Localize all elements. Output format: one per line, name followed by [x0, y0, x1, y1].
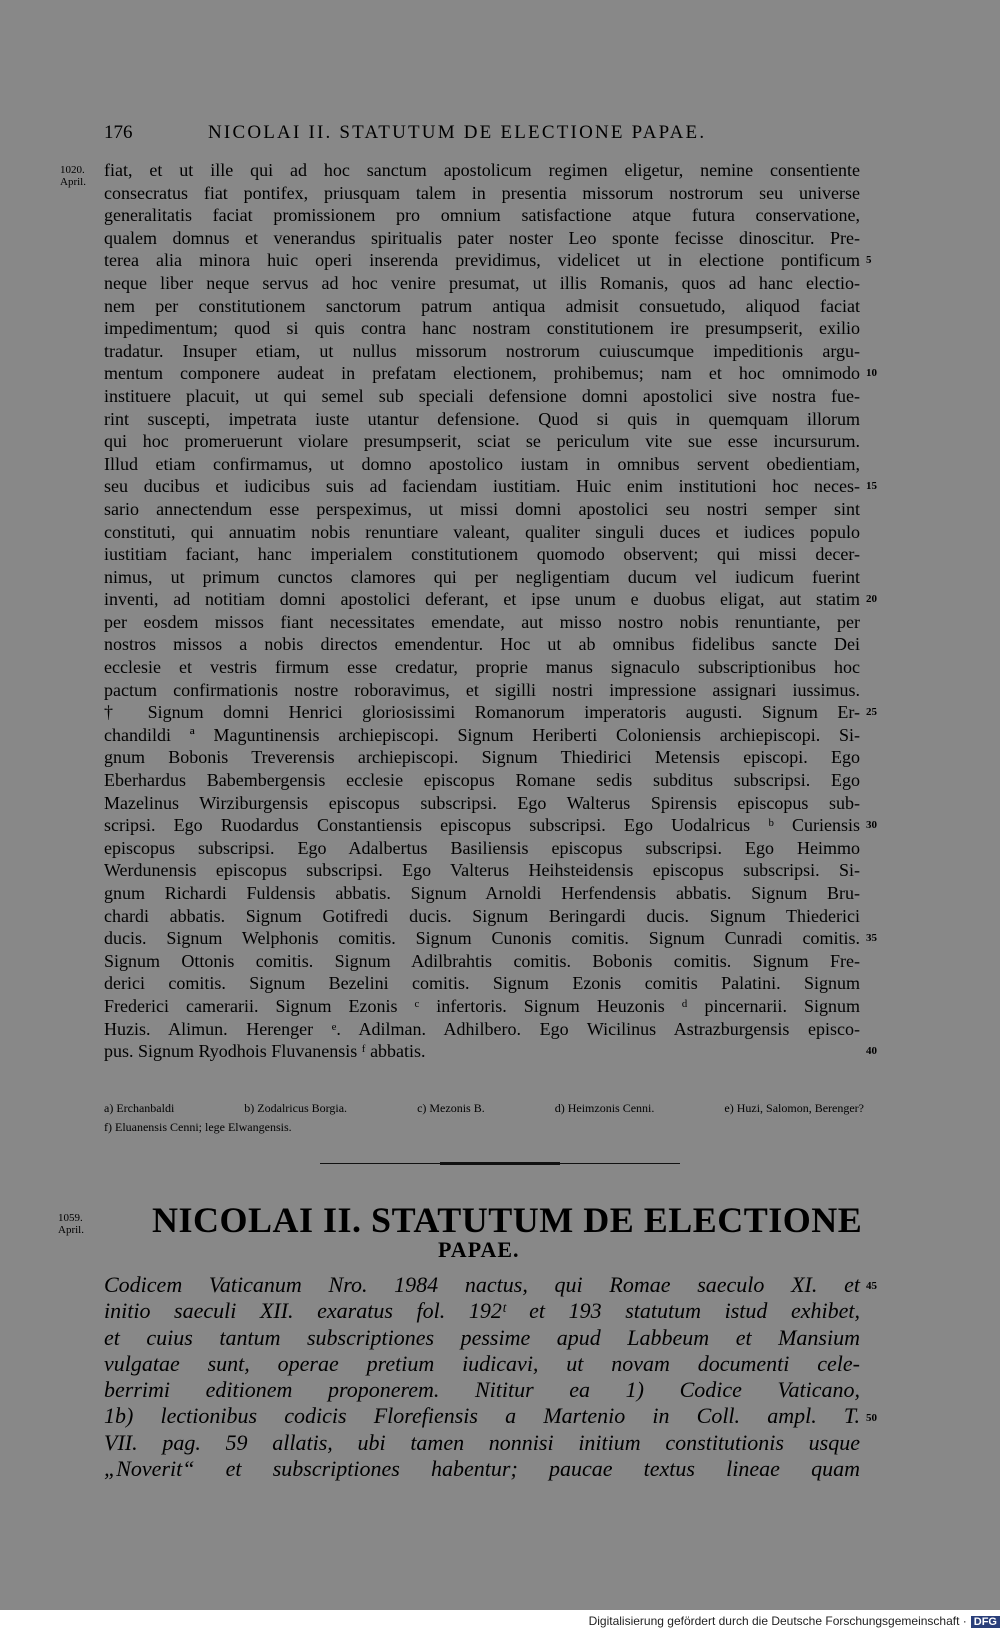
- text-line: mentum componere audeat in prefatam electionem, prohibemus; nam et hoc omnimodo: [104, 363, 860, 384]
- intro-line: initio saeculi XII. exaratus fol. 192ᵗ et 193 statutum istud exhibet,: [104, 1298, 860, 1324]
- text-line: impedimentum; quod si quis contra hanc nostram constitutionem ire presumpserit, exilio: [104, 318, 860, 339]
- text-line: inventi, ad notitiam domni apostolici deferant, et ipse unum e duobus eligat, aut statim: [104, 589, 860, 610]
- footnote-a: a) Erchanbaldi: [104, 1101, 175, 1115]
- text-line: pactum confirmationis nostre roboravimus, et sigilli nostri impressione assignari iussimus.: [104, 679, 860, 700]
- line-number: 40: [866, 1045, 877, 1058]
- text-line: instituere placuit, ut qui semel sub speciali defensione domni apostolici sive nostra fue-: [104, 385, 860, 406]
- line-number: 30: [866, 819, 877, 832]
- text-line: per eosdem missos fiant necessitates emendate, aut misso nostro nobis renuntiante, per: [104, 611, 860, 632]
- text-line: fiat, et ut ille qui ad hoc sanctum apostolicum regimen eligetur, nemine consentiente: [104, 160, 860, 180]
- text-line: nem per constitutionem sanctorum patrum antiqua admisit consuetudo, aliquod faciat: [104, 295, 860, 316]
- text-line: sario annectendum esse perspeximus, ut missi domni apostolici seu nostri semper sint: [104, 498, 860, 519]
- margin-date-second: 1059. April.: [58, 1212, 84, 1236]
- text-line: qualem domnus et venerandus spiritualis pater noster Leo sponte fecisse dinoscitur. Pre-: [104, 227, 860, 248]
- text-line: ducis. Signum Welphonis comitis. Signum Cunonis comitis. Signum Cunradi comitis.: [104, 928, 860, 949]
- text-line: seu ducibus et iudicibus suis ad faciendam iustitiam. Huic enim institutioni hoc neces-: [104, 476, 860, 497]
- intro-line: Codicem Vaticanum Nro. 1984 nactus, qui Romae saeculo XI. et: [104, 1272, 860, 1297]
- line-number: 35: [866, 932, 877, 945]
- text-line: neque liber neque servus ad hoc venire presumat, ut illis Romanis, quos ad hanc electio-: [104, 272, 860, 293]
- text-line: chardi abbatis. Signum Gotifredi ducis. Signum Beringardi ducis. Signum Thiederici: [104, 905, 860, 926]
- text-line: rint suscepti, impetrata iuste utantur defensione. Quod si quis in quemquam illorum: [104, 408, 860, 429]
- line-number: 15: [866, 480, 877, 493]
- line-number: 10: [866, 367, 877, 380]
- text-line: consecratus fiat pontifex, priusquam talem in presentia missorum nostrorum seu universe: [104, 182, 860, 203]
- line-number: 50: [866, 1411, 877, 1424]
- intro-line: „Noverit“ et subscriptiones habentur; paucae textus lineae quam: [104, 1456, 860, 1482]
- footnote-line: [104, 1118, 864, 1137]
- running-title: NICOLAI II. STATUTUM DE ELECTIONE PAPAE.: [208, 122, 707, 143]
- section-heading: NICOLAI II. STATUTUM DE ELECTIONE: [152, 1200, 863, 1240]
- footer-text: Digitalisierung gefördert durch die Deutsche Forschungsgemeinschaft ·: [588, 1614, 967, 1628]
- footnote-c: c) Mezonis B.: [417, 1101, 485, 1115]
- margin-date-first: 1020. April.: [60, 164, 86, 188]
- text-line: Werdunensis episcopus subscripsi. Ego Valterus Heihsteidensis episcopus subscripsi. Si-: [104, 860, 860, 881]
- footnote-b: b) Zodalricus Borgia.: [244, 1101, 348, 1115]
- text-line: chandildi ª Maguntinensis archiepiscopi. Signum Heriberti Coloniensis archiepiscopi. Si-: [104, 724, 860, 745]
- page-number: 176: [104, 122, 133, 143]
- text-line: ecclesie et vestris firmum esse credatur, proprie manus signaculo subscriptionibus hoc: [104, 657, 860, 678]
- line-number: 20: [866, 593, 877, 606]
- text-line: qui hoc promeruerunt violare presumpserit, sciat se periculum vite sue esse incursurum.: [104, 431, 860, 452]
- footnote-e: e) Huzi, Salomon, Berenger?: [724, 1101, 864, 1115]
- text-line: nostros missos a nobis directos emendentur. Hoc ut ab omnibus fidelibus sancte Dei: [104, 634, 860, 655]
- text-line: tradatur. Insuper etiam, ut nullus missorum nostrorum cuiuscumque impeditionis argu-: [104, 340, 860, 361]
- text-line: gnum Bobonis Treverensis archiepiscopi. Signum Thiedirici Metensis episcopi. Ego: [104, 747, 860, 768]
- intro-line: berrimi editionem proponerem. Nititur ea 1) Codice Vaticano,: [104, 1377, 860, 1403]
- text-line: † Signum domni Henrici gloriosissimi Romanorum imperatoris augusti. Signum Er-: [104, 702, 860, 723]
- line-number: 25: [866, 706, 877, 719]
- main-text: [104, 159, 860, 1063]
- line-number: 5: [866, 254, 872, 267]
- line-number: 45: [866, 1280, 877, 1292]
- text-line: Signum Ottonis comitis. Signum Adilbrahtis comitis. Bobonis comitis. Signum Fre-: [104, 950, 860, 971]
- text-line: Mazelinus Wirziburgensis episcopus subscripsi. Ego Walterus Spirensis episcopus sub-: [104, 792, 860, 813]
- text-line: pus. Signum Ryodhois Fluvanensis ᶠ abbatis.: [104, 1041, 426, 1062]
- text-line: derici comitis. Signum Bezelini comitis. Signum Ezonis comitis Palatini. Signum: [104, 973, 860, 994]
- text-line: constituti, qui annuatim nobis renuntiare valeant, qualiter singuli duces et iudices populo: [104, 521, 860, 542]
- text-line: Frederici camerarii. Signum Ezonis ᶜ infertoris. Signum Heuzonis ᵈ pincernarii. Signum: [104, 995, 860, 1016]
- text-line: generalitatis faciat promissionem pro omnium satisfactione atque futura conservatione,: [104, 205, 860, 226]
- footnote-f: f) Eluanensis Cenni; lege Elwangensis.: [104, 1120, 292, 1134]
- text-line: terea alia minora huic operi inserenda previdimus, videlicet ut in electione pontificum: [104, 250, 860, 271]
- intro-text: [104, 1272, 860, 1482]
- section-separator: [320, 1162, 680, 1165]
- intro-line: 1b) lectionibus codicis Florefiensis a Martenio in Coll. ampl. T.: [104, 1403, 860, 1429]
- text-line: episcopus subscripsi. Ego Adalbertus Basiliensis episcopus subscripsi. Ego Heimmo: [104, 837, 860, 858]
- text-line: nimus, ut primum cunctos clamores qui per negligentiam ducum vel iudicum fuerint: [104, 566, 860, 587]
- text-line: Eberhardus Babembergensis ecclesie episcopus Romane sedis subditus subscripsi. Ego: [104, 770, 860, 791]
- dfg-logo: DFG: [971, 1616, 1000, 1628]
- footer-credit: [0, 1614, 1000, 1631]
- text-line: iustitiam faciant, hanc imperialem constitutionem quomodo observent; qui missi decer-: [104, 544, 860, 565]
- section-subheading: PAPAE.: [438, 1237, 520, 1262]
- footnotes: [104, 1099, 864, 1137]
- intro-line: et cuius tantum subscriptiones pessime apud Labbeum et Mansium: [104, 1324, 860, 1350]
- intro-line: VII. pag. 59 allatis, ubi tamen nonnisi initium constitutionis usque: [104, 1429, 860, 1455]
- text-line: gnum Richardi Fuldensis abbatis. Signum Arnoldi Herfendensis abbatis. Signum Bru-: [104, 883, 860, 903]
- text-line: scripsi. Ego Ruodardus Constantiensis episcopus subscripsi. Ego Uodalricus ᵇ Curiensis: [104, 815, 860, 836]
- text-line: Illud etiam confirmamus, ut domno apostolico iustam in omnibus servent obedientiam,: [104, 453, 860, 474]
- footnote-d: d) Heimzonis Cenni.: [554, 1101, 655, 1115]
- footnote-line: [104, 1099, 864, 1118]
- intro-line: vulgatae sunt, operae pretium iudicavi, ut novam documenti cele-: [104, 1350, 860, 1376]
- text-line: Huzis. Alimun. Herenger ᵉ. Adilman. Adhilbero. Ego Wicilinus Astrazburgensis episco-: [104, 1018, 860, 1039]
